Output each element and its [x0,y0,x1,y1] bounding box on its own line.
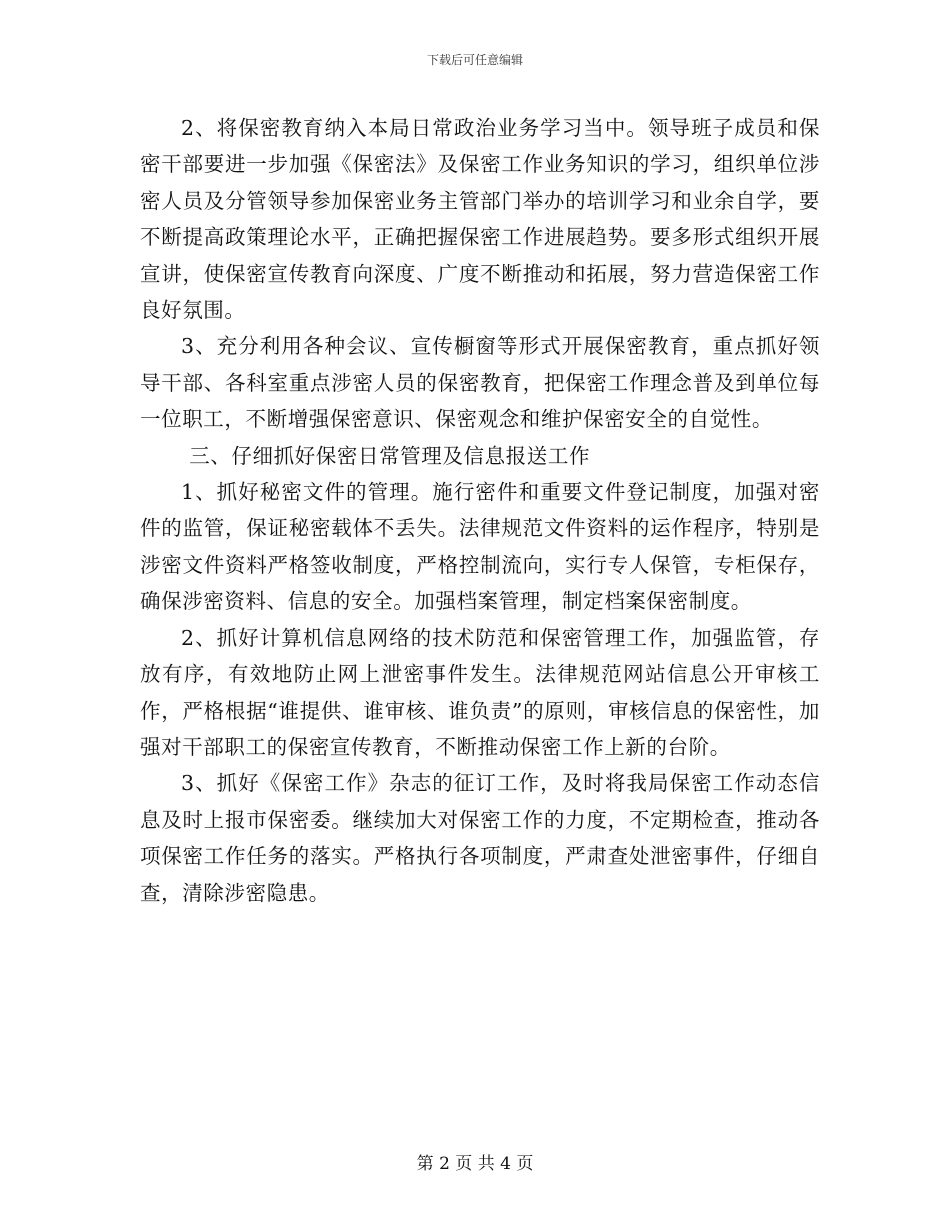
page-header-note: 下载后可任意编辑 [426,53,523,67]
paragraph-education-study: 2、将保密教育纳入本局日常政治业务学习当中。领导班子成员和保密干部要进一步加强《保密法》及保密工作业务知识的学习，组织单位涉密人员及分管领导参加保密业务主管部门举办的培训学习和业余自学，要不断提高政策理论水平，正确把握保密工作进展趋势。要多形式组织开展宣讲，使保密宣传教育向深度、广度不断推动和拓展，努力营造保密工作良好氛围。 [140,116,820,323]
paragraph-secret-documents: 1、抓好秘密文件的管理。施行密件和重要文件登记制度，加强对密件的监管，保证秘密载体不丢失。法律规范文件资料的运作程序，特别是涉密文件资料严格签收制度，严格控制流向，实行专人保管，专柜保存，确保涉密资料、信息的安全。加强档案管理，制定档案保密制度。 [140,480,820,614]
paragraph-network-security: 2、抓好计算机信息网络的技术防范和保密管理工作，加强监管，存放有序，有效地防止网上泄密事件发生。法律规范网站信息公开审核工作，严格根据“谁提供、谁审核、谁负责”的原则，审核信息的保密性，加强对干部职工的保密宣传教育，不断推动保密工作上新的台阶。 [140,625,820,759]
paragraph-magazine-subscription: 3、抓好《保密工作》杂志的征订工作，及时将我局保密工作动态信息及时上报市保密委。继续加大对保密工作的力度，不定期检查，推动各项保密工作任务的落实。严格执行各项制度，严肃查处泄密事件，仔细自查，清除涉密隐患。 [140,771,820,905]
document-body [140,110,820,911]
section-heading-daily-management: 三、仔细抓好保密日常管理及信息报送工作 [189,443,591,468]
page-number: 第 2 页 共 4 页 [416,1154,534,1174]
paragraph-education-forms: 3、充分利用各种会议、宣传橱窗等形式开展保密教育，重点抓好领导干部、各科室重点涉密人员的保密教育，把保密工作理念普及到单位每一位职工，不断增强保密意识、保密观念和维护保密安全的自觉性。 [140,334,820,432]
